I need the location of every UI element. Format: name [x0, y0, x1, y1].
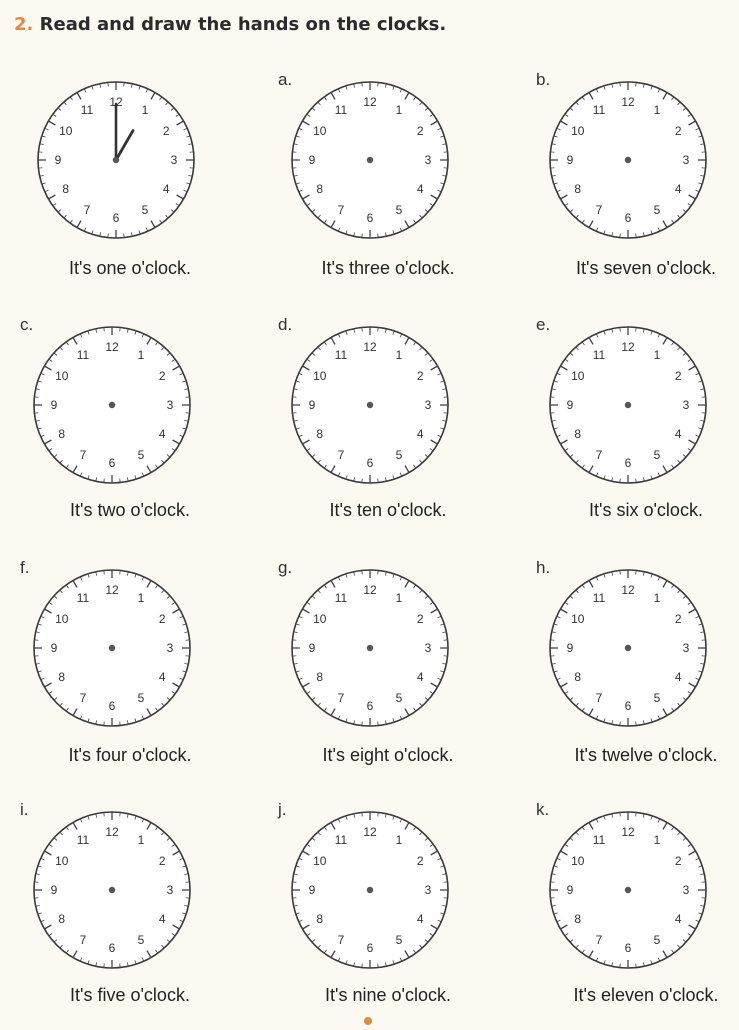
clock-numeral: 3: [167, 883, 174, 897]
clock-numeral: 6: [367, 211, 374, 225]
clock-caption: It's one o'clock.: [20, 258, 240, 279]
clock-numeral: 6: [109, 941, 116, 955]
clock-exercise: [278, 70, 498, 300]
clock-face[interactable]: [282, 317, 458, 493]
clock-numeral: 1: [396, 103, 403, 117]
clock-numeral: 3: [167, 641, 174, 655]
center-pivot: [367, 402, 373, 408]
clock-numeral: 12: [621, 340, 635, 354]
clock-letter: i.: [20, 800, 29, 820]
clock-numeral: 10: [571, 369, 585, 383]
clock-numeral: 8: [574, 182, 581, 196]
clock-numeral: 10: [59, 124, 73, 138]
clock-caption: It's seven o'clock.: [536, 258, 739, 279]
clock-numeral: 7: [596, 203, 603, 217]
clock-numeral: 1: [396, 348, 403, 362]
clock-numeral: 12: [363, 95, 377, 109]
clock-numeral: 7: [84, 203, 91, 217]
clock-numeral: 3: [425, 398, 432, 412]
clock-numeral: 3: [425, 641, 432, 655]
clock-numeral: 12: [363, 825, 377, 839]
clock-numeral: 5: [396, 691, 403, 705]
clock-numeral: 8: [316, 182, 323, 196]
clock-numeral: 9: [567, 153, 574, 167]
center-pivot: [625, 157, 631, 163]
clock-numeral: 5: [138, 448, 145, 462]
clock-numeral: 1: [396, 833, 403, 847]
clock-numeral: 10: [55, 369, 69, 383]
clock-numeral: 8: [316, 912, 323, 926]
clock-numeral: 10: [571, 612, 585, 626]
clock-numeral: 6: [109, 699, 116, 713]
clock-numeral: 11: [593, 348, 606, 362]
clock-numeral: 9: [567, 398, 574, 412]
clock-numeral: 3: [683, 153, 690, 167]
clock-caption: It's three o'clock.: [278, 258, 498, 279]
clock-numeral: 1: [654, 103, 661, 117]
clock-numeral: 4: [417, 670, 424, 684]
clock-numeral: 1: [142, 103, 149, 117]
clock-letter: j.: [278, 800, 287, 820]
clock-numeral: 12: [621, 95, 635, 109]
center-pivot: [109, 402, 115, 408]
clock-numeral: 3: [425, 153, 432, 167]
clock-numeral: 4: [159, 427, 166, 441]
clock-face[interactable]: [282, 72, 458, 248]
clock-numeral: 10: [313, 369, 327, 383]
clock-exercise: [278, 800, 498, 1030]
clock-numeral: 12: [105, 583, 119, 597]
clock-letter: c.: [20, 315, 33, 335]
center-pivot: [625, 887, 631, 893]
clock-numeral: 2: [675, 612, 682, 626]
clock-numeral: 4: [417, 182, 424, 196]
clock-exercise: [278, 558, 498, 788]
clock-numeral: 5: [138, 691, 145, 705]
clock-numeral: 8: [574, 670, 581, 684]
clock-numeral: 7: [80, 933, 87, 947]
clock-numeral: 3: [683, 641, 690, 655]
clock-numeral: 4: [417, 912, 424, 926]
clock-numeral: 1: [654, 348, 661, 362]
center-pivot: [367, 645, 373, 651]
clock-letter: k.: [536, 800, 549, 820]
clock-numeral: 7: [80, 691, 87, 705]
clock-exercise: [20, 70, 240, 300]
clock-exercise: [20, 315, 240, 545]
center-pivot: [113, 157, 119, 163]
clock-numeral: 2: [417, 124, 424, 138]
clock-numeral: 11: [593, 103, 606, 117]
clock-numeral: 5: [654, 691, 661, 705]
clock-letter: b.: [536, 70, 550, 90]
clock-caption: It's five o'clock.: [20, 985, 240, 1006]
clock-numeral: 11: [77, 348, 90, 362]
clock-numeral: 3: [683, 398, 690, 412]
clock-exercise: [536, 315, 739, 545]
clock-numeral: 4: [159, 670, 166, 684]
clock-numeral: 8: [574, 427, 581, 441]
clock-numeral: 11: [593, 591, 606, 605]
clock-numeral: 12: [105, 825, 119, 839]
clock-numeral: 12: [621, 825, 635, 839]
clock-numeral: 5: [142, 203, 149, 217]
clock-face[interactable]: [24, 317, 200, 493]
clock-face[interactable]: [540, 317, 716, 493]
clock-numeral: 9: [309, 153, 316, 167]
clock-letter: a.: [278, 70, 292, 90]
clock-numeral: 2: [163, 124, 170, 138]
clock-numeral: 11: [593, 833, 606, 847]
clock-exercise: [536, 800, 739, 1030]
clock-numeral: 3: [167, 398, 174, 412]
clock-numeral: 8: [316, 670, 323, 684]
clock-numeral: 6: [367, 699, 374, 713]
clock-numeral: 6: [113, 211, 120, 225]
clock-numeral: 10: [55, 612, 69, 626]
clock-numeral: 9: [567, 641, 574, 655]
clock-numeral: 3: [683, 883, 690, 897]
clock-numeral: 7: [596, 691, 603, 705]
clock-numeral: 7: [596, 933, 603, 947]
clock-numeral: 8: [58, 912, 65, 926]
clock-letter: f.: [20, 558, 29, 578]
clock-numeral: 5: [138, 933, 145, 947]
clock-numeral: 6: [625, 456, 632, 470]
clock-numeral: 5: [396, 448, 403, 462]
clock-numeral: 2: [675, 854, 682, 868]
clock-exercise: [20, 800, 240, 1030]
exercise-instruction: Read and draw the hands on the clocks.: [40, 14, 447, 35]
center-pivot: [367, 157, 373, 163]
clock-numeral: 1: [138, 591, 145, 605]
clock-numeral: 1: [654, 833, 661, 847]
clock-numeral: 6: [367, 456, 374, 470]
clock-numeral: 2: [159, 854, 166, 868]
clock-numeral: 1: [138, 348, 145, 362]
clock-numeral: 11: [335, 591, 348, 605]
clock-numeral: 11: [81, 103, 94, 117]
clock-numeral: 2: [159, 369, 166, 383]
center-pivot: [625, 645, 631, 651]
clock-numeral: 12: [109, 95, 123, 109]
clock-numeral: 2: [417, 369, 424, 383]
clock-numeral: 4: [675, 427, 682, 441]
clock-numeral: 6: [625, 211, 632, 225]
clock-numeral: 10: [313, 854, 327, 868]
clock-numeral: 8: [316, 427, 323, 441]
clock-numeral: 3: [171, 153, 178, 167]
clock-caption: It's six o'clock.: [536, 500, 739, 521]
clock-numeral: 3: [425, 883, 432, 897]
clock-face[interactable]: [540, 802, 716, 978]
clock-numeral: 5: [654, 933, 661, 947]
clock-numeral: 2: [675, 124, 682, 138]
clock-numeral: 12: [363, 340, 377, 354]
clock-numeral: 11: [77, 833, 90, 847]
clock-letter: d.: [278, 315, 292, 335]
clock-face[interactable]: [540, 72, 716, 248]
clock-numeral: 9: [309, 398, 316, 412]
clock-numeral: 10: [571, 124, 585, 138]
clock-numeral: 12: [105, 340, 119, 354]
clock-numeral: 10: [571, 854, 585, 868]
clock-numeral: 9: [55, 153, 62, 167]
clock-numeral: 2: [417, 612, 424, 626]
clock-numeral: 5: [654, 203, 661, 217]
center-pivot: [625, 402, 631, 408]
clock-numeral: 5: [396, 933, 403, 947]
clock-numeral: 9: [51, 883, 58, 897]
clock-numeral: 1: [654, 591, 661, 605]
clock-numeral: 9: [309, 883, 316, 897]
clock-numeral: 2: [417, 854, 424, 868]
clock-numeral: 9: [51, 398, 58, 412]
clock-face[interactable]: [282, 560, 458, 736]
clock-numeral: 6: [625, 941, 632, 955]
clock-numeral: 9: [567, 883, 574, 897]
clock-caption: It's two o'clock.: [20, 500, 240, 521]
clock-caption: It's eight o'clock.: [278, 745, 498, 766]
clock-numeral: 8: [62, 182, 69, 196]
clock-numeral: 6: [109, 456, 116, 470]
clock-numeral: 4: [675, 670, 682, 684]
clock-numeral: 9: [51, 641, 58, 655]
clock-numeral: 10: [55, 854, 69, 868]
clock-caption: It's eleven o'clock.: [536, 985, 739, 1006]
clock-face[interactable]: [24, 560, 200, 736]
clock-numeral: 7: [338, 933, 345, 947]
clock-face[interactable]: [28, 72, 204, 248]
clock-letter: h.: [536, 558, 550, 578]
clock-exercise: [536, 70, 739, 300]
clock-numeral: 8: [58, 427, 65, 441]
clock-numeral: 10: [313, 124, 327, 138]
clock-numeral: 7: [338, 691, 345, 705]
clock-numeral: 10: [313, 612, 327, 626]
clock-numeral: 7: [338, 203, 345, 217]
clock-face[interactable]: [24, 802, 200, 978]
clock-exercise: [536, 558, 739, 788]
clock-numeral: 8: [58, 670, 65, 684]
clock-numeral: 1: [396, 591, 403, 605]
clock-numeral: 11: [77, 591, 90, 605]
clock-numeral: 6: [625, 699, 632, 713]
clock-letter: e.: [536, 315, 550, 335]
clock-exercise: [278, 315, 498, 545]
clock-numeral: 12: [363, 583, 377, 597]
clock-numeral: 6: [367, 941, 374, 955]
clock-numeral: 11: [335, 833, 348, 847]
clock-caption: It's nine o'clock.: [278, 985, 498, 1006]
clock-face[interactable]: [282, 802, 458, 978]
clock-exercise: [20, 558, 240, 788]
clock-caption: It's four o'clock.: [20, 745, 240, 766]
clock-numeral: 4: [675, 912, 682, 926]
clock-numeral: 7: [596, 448, 603, 462]
clock-numeral: 5: [654, 448, 661, 462]
clock-numeral: 7: [338, 448, 345, 462]
clock-numeral: 4: [675, 182, 682, 196]
clock-numeral: 1: [138, 833, 145, 847]
clock-numeral: 4: [417, 427, 424, 441]
exercise-title: [14, 14, 446, 35]
clock-letter: g.: [278, 558, 292, 578]
clock-numeral: 7: [80, 448, 87, 462]
clock-face[interactable]: [540, 560, 716, 736]
clock-numeral: 2: [159, 612, 166, 626]
clock-numeral: 12: [621, 583, 635, 597]
clock-numeral: 5: [396, 203, 403, 217]
clock-numeral: 9: [309, 641, 316, 655]
clock-caption: It's ten o'clock.: [278, 500, 498, 521]
clock-numeral: 8: [574, 912, 581, 926]
clock-numeral: 11: [335, 348, 348, 362]
center-pivot: [109, 645, 115, 651]
clock-numeral: 4: [163, 182, 170, 196]
clock-numeral: 4: [159, 912, 166, 926]
exercise-number: 2.: [14, 14, 33, 35]
center-pivot: [109, 887, 115, 893]
clock-numeral: 11: [335, 103, 348, 117]
clock-caption: It's twelve o'clock.: [536, 745, 739, 766]
clock-numeral: 2: [675, 369, 682, 383]
center-pivot: [367, 887, 373, 893]
